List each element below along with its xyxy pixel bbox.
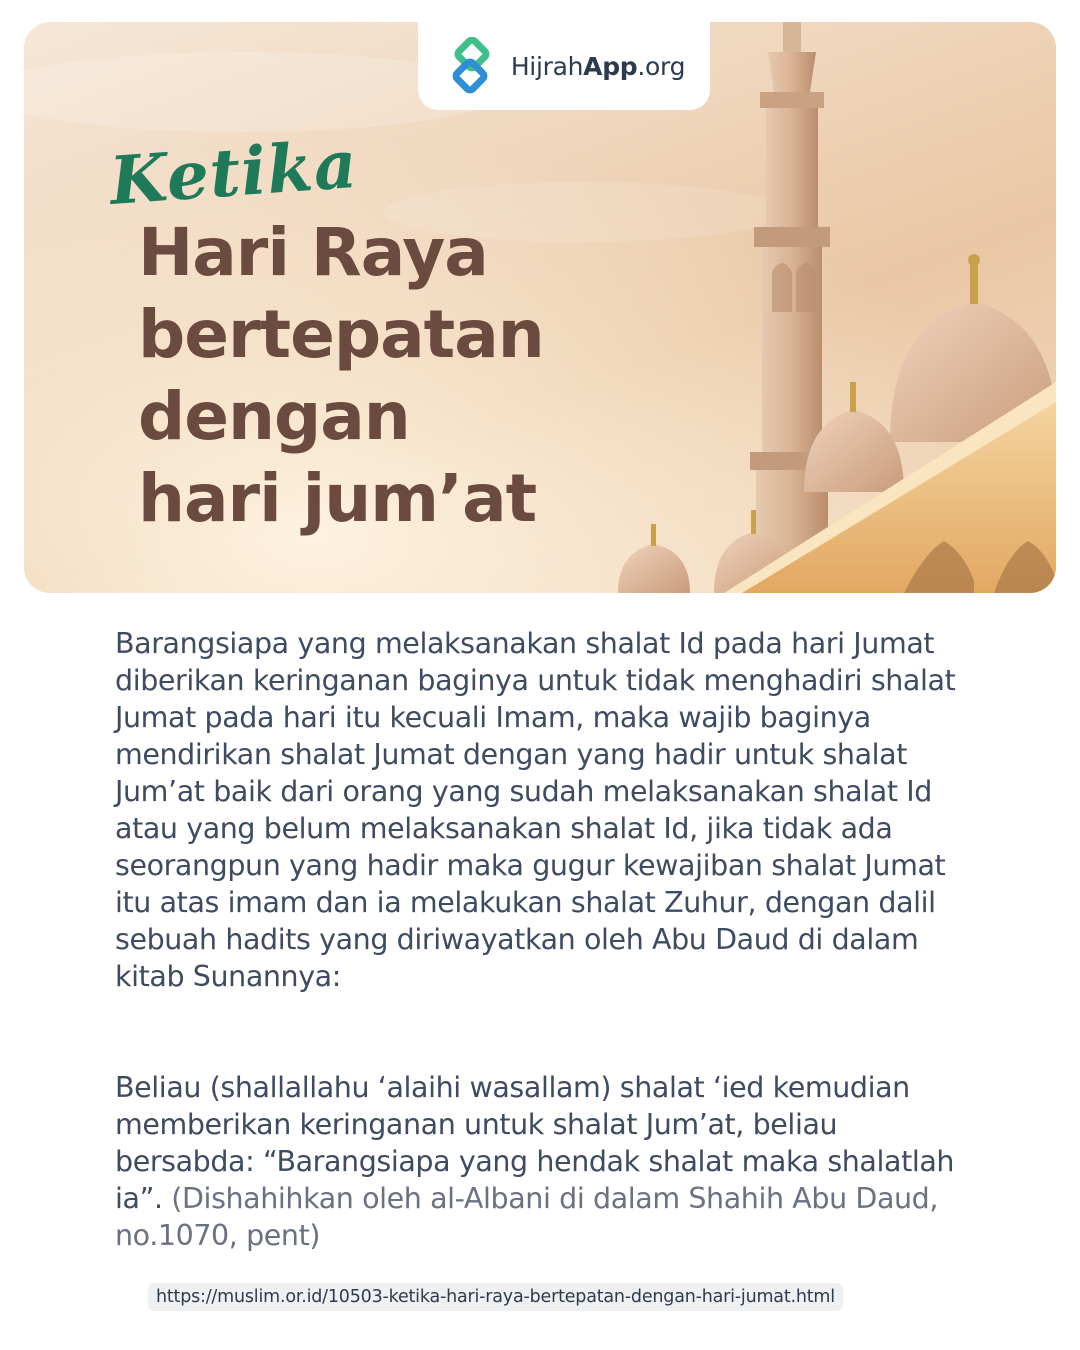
brand-logo [418,22,710,110]
body-paragraph: Barangsiapa yang melaksanakan shalat Id pada hari Jumat diberikan keringanan baginya untuk tidak menghadiri shalat Jumat pada hari itu kecuali Imam, maka wajib baginya mendirikan shalat Jumat dengan yang hadir untuk shalat Jum’at baik dari orang yang sudah melaksanakan shalat Id atau yang belum melaksanakan shalat Id, jika tidak ada seorangpun yang hadir maka gugur kewajiban shalat Jumat itu atas imam dan ia melakukan shalat Zuhur, dengan dalil sebuah hadits yang diriwayatkan oleh Abu Daud di dalam kitab Sunannya: [115,627,956,993]
hadith-note: (Dishahihkan oleh al-Albani di dalam Shahih Abu Daud, no.1070, pent) [115,1182,939,1252]
title-line: bertepatan [138,296,544,373]
brand-name: HijrahApp.org [510,51,686,81]
hijrah-logo-icon [443,37,501,95]
page-title [138,212,658,540]
title-line: hari jum’at [138,460,537,537]
title-line: dengan [138,378,410,455]
hadith-paragraph [115,1069,965,1254]
hadith-quote: Beliau (shallallahu ‘alaihi wasallam) shalat ‘ied kemudian memberikan keringanan untuk shalat Jum’at, beliau bersabda: “Barangsiapa yang hendak shalat maka shalatlah ia”. [115,1071,955,1215]
minaret [750,22,834,593]
source-link[interactable]: https://muslim.or.id/10503-ketika-hari-raya-bertepatan-dengan-hari-jumat.html [148,1283,843,1311]
hero-banner [24,22,1056,593]
title-line: Hari Raya [138,214,488,291]
script-title: Ketika [107,124,361,220]
